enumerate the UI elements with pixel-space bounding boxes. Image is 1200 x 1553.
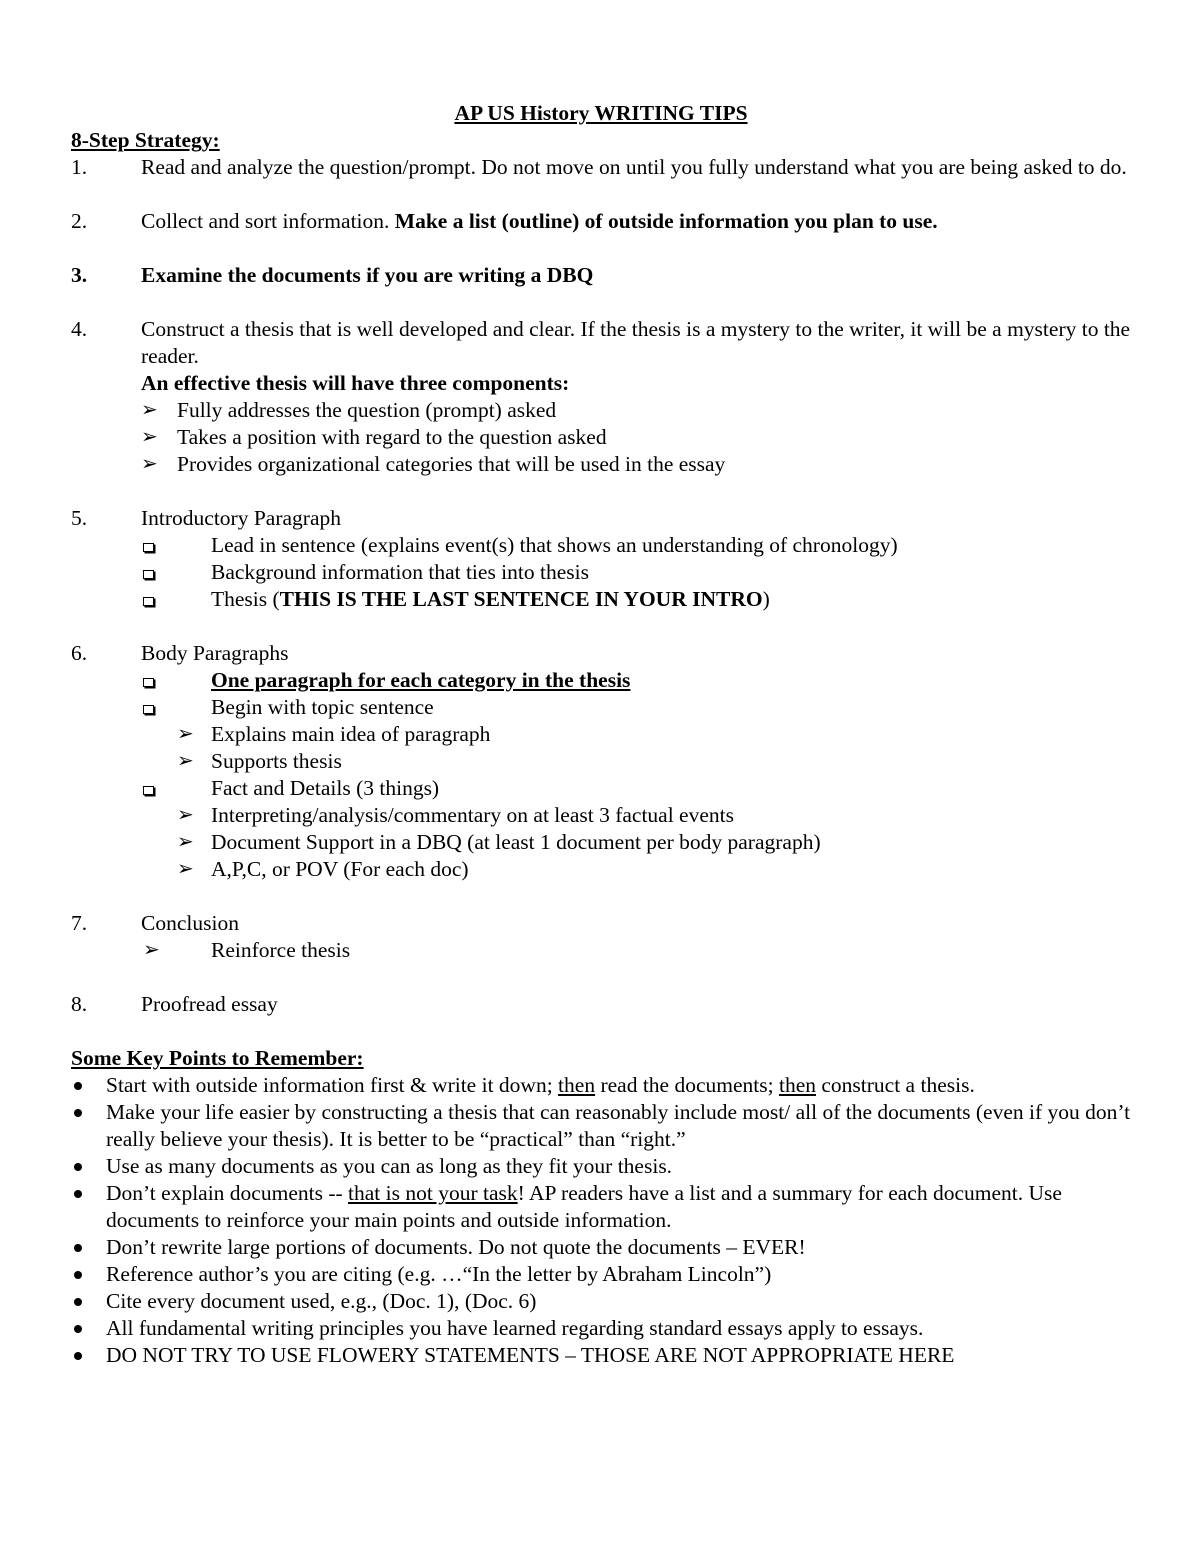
step-text: Proofread essay — [141, 992, 278, 1016]
key-point: Start with outside information first & write it down; then read the documents; then construct a thesis. — [71, 1072, 1131, 1099]
round-bullet-icon — [74, 1082, 82, 1090]
sub-list-item: ➢ Interpreting/analysis/commentary on at least 3 factual events — [177, 803, 734, 827]
arrow-bullet-icon: ➢ — [177, 804, 194, 826]
round-bullet-icon — [74, 1352, 82, 1360]
key-point: Reference author’s you are citing (e.g. …“In the letter by Abraham Lincoln”) — [71, 1261, 1131, 1288]
arrow-bullet-icon: ➢ — [177, 750, 194, 772]
step-4 — [71, 316, 1131, 478]
step-bold-text: Make a list (outline) of outside information you plan to use. — [389, 209, 938, 233]
list-item: ➢ Reinforce thesis — [143, 938, 351, 962]
arrow-bullet-icon: ➢ — [141, 453, 158, 475]
list-item: Begin with topic sentence — [141, 694, 1131, 721]
sub-list-item: ➢ Supports thesis — [177, 749, 342, 773]
sub-list-item: ➢ Explains main idea of paragraph — [177, 722, 491, 746]
checkbox-bullet-icon — [143, 694, 154, 721]
list-item: ➢ Fully addresses the question (prompt) asked — [141, 398, 557, 422]
step-text: Conclusion — [141, 911, 239, 935]
step-number: 5. — [71, 506, 88, 530]
list-item: ➢ Provides organizational categories that will be used in the essay — [141, 452, 726, 476]
step-number: 7. — [71, 911, 88, 935]
step-number: 2. — [71, 209, 88, 233]
arrow-bullet-icon: ➢ — [177, 831, 194, 853]
sub-list-item: ➢ Document Support in a DBQ (at least 1 document per body paragraph) — [177, 830, 821, 854]
step-text: Collect and sort information. — [141, 209, 390, 233]
page-title: AP US History WRITING TIPS — [454, 101, 748, 125]
key-point: All fundamental writing principles you have learned regarding standard essays apply to essays. — [71, 1315, 1131, 1342]
step-2 — [71, 208, 1131, 235]
document — [71, 100, 1131, 1369]
step-text: Construct a thesis that is well developed and clear. If the thesis is a mystery to the writer, it will be a mystery to the reader. — [141, 317, 1131, 368]
round-bullet-icon — [74, 1244, 82, 1252]
list-item: Lead in sentence (explains event(s) that shows an understanding of chronology) — [141, 532, 1131, 559]
step-8 — [71, 991, 1131, 1018]
arrow-bullet-icon: ➢ — [177, 723, 194, 745]
round-bullet-icon — [74, 1190, 82, 1198]
checkbox-bullet-icon — [143, 667, 154, 694]
list-item: Background information that ties into thesis — [141, 559, 1131, 586]
step-number: 4. — [71, 317, 88, 341]
list-item: One paragraph for each category in the thesis — [141, 667, 1131, 694]
round-bullet-icon — [74, 1271, 82, 1279]
arrow-bullet-icon: ➢ — [143, 939, 160, 961]
checkbox-bullet-icon — [143, 532, 154, 559]
key-point: Don’t rewrite large portions of documents. Do not quote the documents – EVER! — [71, 1234, 1131, 1261]
step-7 — [71, 910, 1131, 964]
key-point: DO NOT TRY TO USE FLOWERY STATEMENTS – THOSE ARE NOT APPROPRIATE HERE — [71, 1342, 1131, 1369]
round-bullet-icon — [74, 1298, 82, 1306]
round-bullet-icon — [74, 1109, 82, 1117]
step-3 — [71, 262, 1131, 289]
list-item: Fact and Details (3 things) — [141, 775, 1131, 802]
step-text: Body Paragraphs — [141, 641, 289, 665]
arrow-bullet-icon: ➢ — [141, 426, 158, 448]
key-point: Make your life easier by constructing a thesis that can reasonably include most/ all of the documents (even if you don’t really believe your thesis). It is better to be “practical” than “right.” — [71, 1099, 1131, 1153]
step-number: 8. — [71, 992, 88, 1016]
step-6 — [71, 640, 1131, 883]
key-point: Cite every document used, e.g., (Doc. 1), (Doc. 6) — [71, 1288, 1131, 1315]
list-item: Thesis (THIS IS THE LAST SENTENCE IN YOUR INTRO) — [141, 586, 1131, 613]
checkbox-bullet-icon — [143, 775, 154, 802]
step-5 — [71, 505, 1131, 613]
arrow-bullet-icon: ➢ — [177, 858, 194, 880]
checkbox-bullet-icon — [143, 586, 154, 613]
round-bullet-icon — [74, 1163, 82, 1171]
step-1 — [71, 154, 1131, 181]
list-item: ➢ Takes a position with regard to the question asked — [141, 425, 607, 449]
thesis-components-heading: An effective thesis will have three components: — [141, 371, 570, 395]
step-number: 3. — [71, 263, 88, 287]
checkbox-bullet-icon — [143, 559, 154, 586]
arrow-bullet-icon: ➢ — [141, 399, 158, 421]
step-number: 6. — [71, 641, 88, 665]
key-points-heading: Some Key Points to Remember: — [71, 1046, 364, 1070]
step-text: Introductory Paragraph — [141, 506, 341, 530]
step-number: 1. — [71, 155, 88, 179]
sub-list-item: ➢ A,P,C, or POV (For each doc) — [177, 857, 469, 881]
step-text: Read and analyze the question/prompt. Do not move on until you fully understand what you are being asked to do. — [141, 155, 1127, 179]
step-bold-text: Examine the documents if you are writing a DBQ — [141, 263, 594, 287]
key-point: Use as many documents as you can as long as they fit your thesis. — [71, 1153, 1131, 1180]
strategy-heading: 8-Step Strategy: — [71, 128, 220, 152]
key-point: Don’t explain documents -- that is not your task! AP readers have a list and a summary for each document. Use documents to reinforce your main points and outside information. — [71, 1180, 1131, 1234]
round-bullet-icon — [74, 1325, 82, 1333]
